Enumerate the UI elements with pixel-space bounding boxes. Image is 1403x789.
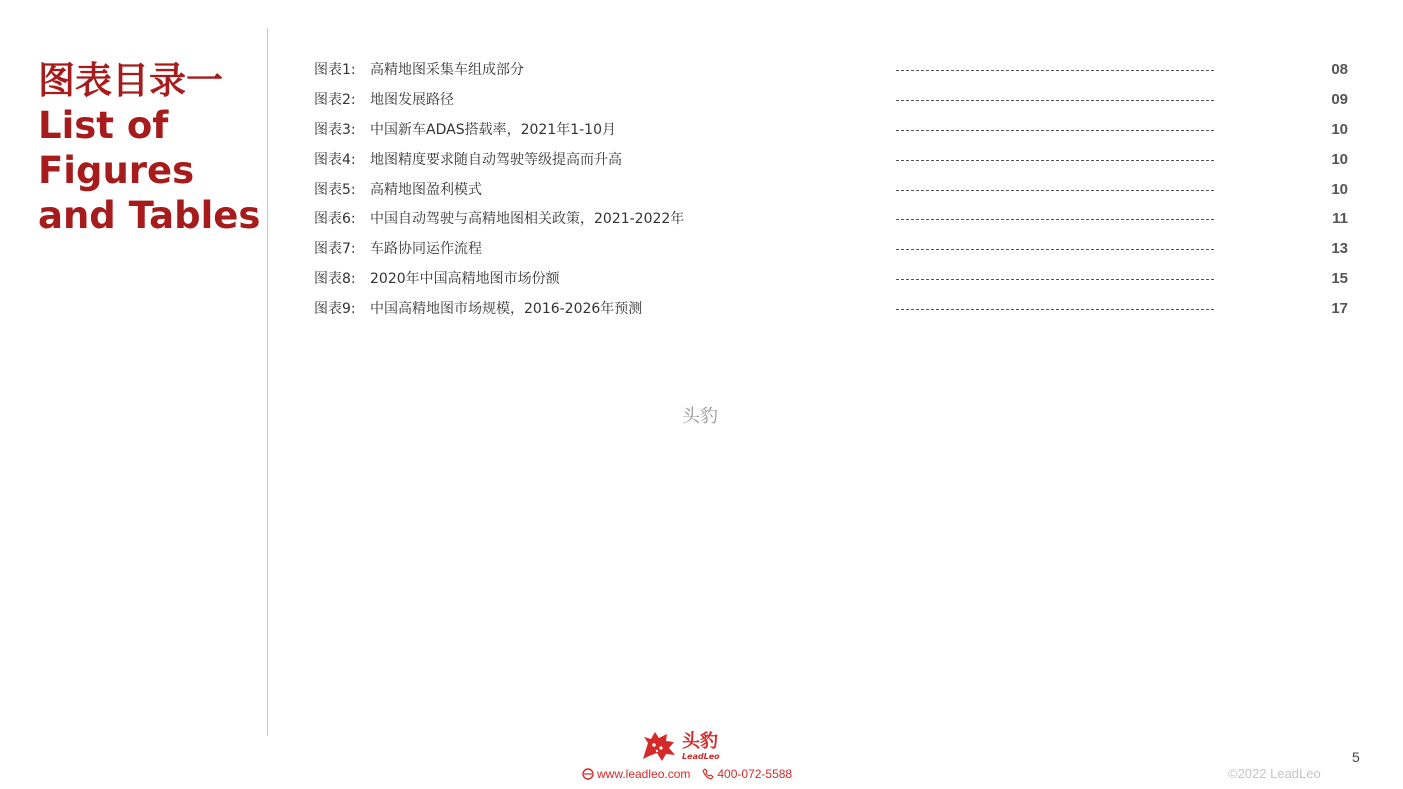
toc-leader — [896, 279, 1214, 280]
toc-label: 图表1: — [314, 62, 356, 78]
toc-page: 10 — [1331, 120, 1348, 138]
toc-title: 中国自动驾驶与高精地图相关政策，2021-2022年 — [370, 211, 685, 228]
toc-label: 图表3: — [314, 121, 356, 138]
title-line-en-1: List of — [38, 104, 169, 147]
globe-icon — [582, 768, 594, 780]
toc-label: 图表7: — [314, 241, 356, 258]
contact-info — [582, 767, 792, 781]
toc-row-7[interactable] — [314, 234, 1354, 264]
toc-title: 车路协同运作流程 — [370, 241, 482, 258]
page-number: 5 — [1352, 749, 1360, 765]
toc-title: 中国新车ADAS搭载率，2021年1-10月 — [370, 121, 616, 138]
toc-label: 图表2: — [314, 91, 356, 108]
table-of-figures — [314, 55, 1354, 324]
phone-icon — [702, 768, 714, 780]
toc-row-2[interactable] — [314, 85, 1354, 115]
brand-logo — [640, 729, 720, 763]
toc-row-6[interactable] — [314, 204, 1354, 234]
toc-row-4[interactable] — [314, 145, 1354, 175]
website-link[interactable]: www.leadleo.com — [597, 767, 691, 781]
toc-leader — [896, 249, 1214, 250]
toc-leader — [896, 309, 1214, 310]
toc-page: 09 — [1331, 90, 1348, 108]
page-title — [38, 58, 261, 238]
toc-page: 11 — [1332, 210, 1348, 228]
copyright-notice: ©2022 LeadLeo — [1228, 766, 1321, 781]
toc-leader — [896, 100, 1214, 101]
toc-title: 地图精度要求随自动驾驶等级提高而升高 — [370, 151, 622, 168]
toc-leader — [896, 70, 1214, 71]
toc-leader — [896, 160, 1214, 161]
title-line-en-3: and Tables — [38, 194, 261, 237]
title-line-en-2: Figures — [38, 149, 195, 192]
brand-name-en: LeadLeo — [682, 751, 720, 761]
toc-page: 17 — [1331, 300, 1348, 318]
toc-label: 图表4: — [314, 151, 356, 168]
toc-label: 图表6: — [314, 211, 356, 228]
toc-row-9[interactable] — [314, 294, 1354, 324]
toc-title: 地图发展路径 — [370, 91, 454, 108]
toc-label: 图表5: — [314, 181, 356, 198]
title-line-cn: 图表目录一 — [38, 59, 223, 102]
toc-leader — [896, 219, 1214, 220]
toc-leader — [896, 130, 1214, 131]
leopard-logo-icon — [640, 729, 678, 763]
brand-name-cn: 头豹 — [682, 730, 718, 752]
toc-title: 中国高精地图市场规模，2016-2026年预测 — [370, 301, 643, 318]
phone-number[interactable]: 400-072-5588 — [717, 767, 793, 781]
toc-row-3[interactable] — [314, 115, 1354, 145]
watermark: 头豹 — [682, 406, 718, 427]
toc-row-5[interactable] — [314, 175, 1354, 205]
toc-label: 图表9: — [314, 301, 356, 318]
toc-page: 10 — [1331, 180, 1348, 198]
toc-title: 2020年中国高精地图市场份额 — [370, 271, 560, 288]
toc-row-1[interactable] — [314, 55, 1354, 85]
vertical-divider — [267, 28, 268, 736]
toc-leader — [896, 190, 1214, 191]
brand-wordmark — [682, 732, 720, 761]
toc-title: 高精地图盈利模式 — [370, 181, 482, 198]
toc-label: 图表8: — [314, 271, 356, 288]
toc-page: 08 — [1331, 61, 1348, 78]
toc-page: 15 — [1331, 270, 1348, 288]
toc-row-8[interactable] — [314, 264, 1354, 294]
toc-page: 10 — [1331, 150, 1348, 168]
toc-page: 13 — [1331, 240, 1348, 258]
toc-title: 高精地图采集车组成部分 — [370, 62, 524, 78]
